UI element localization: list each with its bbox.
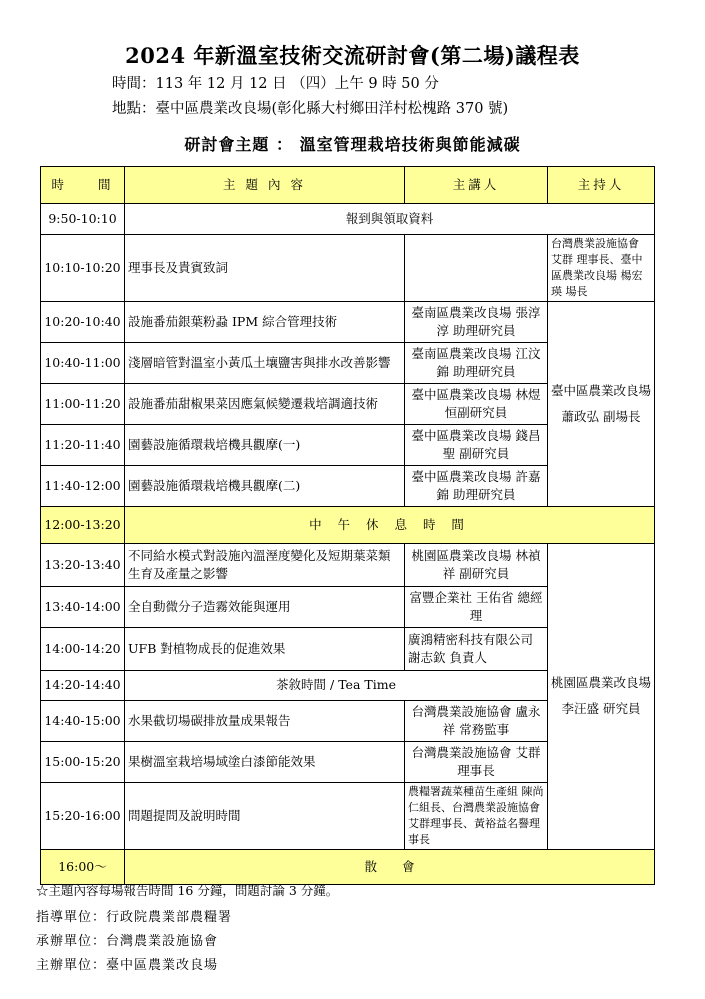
row-time: 13:40-14:00 <box>41 587 125 628</box>
event-time: 時間：113 年 12 月 12 日 （四）上午 9 時 50 分 <box>112 76 439 92</box>
agenda-table <box>40 166 655 885</box>
row-topic: 果樹溫室栽培場域塗白漆節能效果 <box>125 742 405 783</box>
row-speaker: 臺中區農業改良場 林煜恒副研究員 <box>405 384 548 425</box>
row-time: 14:40-15:00 <box>41 701 125 742</box>
table-row <box>41 302 655 343</box>
row-time: 16:00～ <box>41 849 125 884</box>
row-time: 15:00-15:20 <box>41 742 125 783</box>
row-time: 11:00-11:20 <box>41 384 125 425</box>
row-topic: UFB 對植物成長的促進效果 <box>125 628 405 671</box>
row-topic: 設施番茄銀葉粉蝨 IPM 綜合管理技術 <box>125 302 405 343</box>
table-row-lunch <box>41 507 655 544</box>
row-time: 10:40-11:00 <box>41 343 125 384</box>
row-speaker: 臺中區農業改良場 許嘉錦 助理研究員 <box>405 466 548 507</box>
host-unit: 主辦單位：臺中區農業改良場 <box>36 958 219 973</box>
header-topic: 主 題 內 容 <box>125 167 405 204</box>
guide-unit: 指導單位：行政院農業部農糧署 <box>36 910 233 925</box>
header-speaker: 主講人 <box>405 167 548 204</box>
row-time: 10:10-10:20 <box>41 235 125 302</box>
row-topic: 茶敘時間 / Tea Time <box>125 671 548 701</box>
seminar-theme: 研討會主題 ： 溫室管理栽培技術與節能減碳 <box>184 135 521 154</box>
table-row <box>41 204 655 235</box>
row-speaker: 桃園區農業改良場 林禎祥 副研究員 <box>405 544 548 587</box>
row-topic: 問題提問及說明時間 <box>125 783 405 850</box>
header-time: 時 間 <box>41 167 125 204</box>
host-morning: 臺中區農業改良場 蕭政弘 副場長 <box>548 302 655 507</box>
footnote: ☆主題內容每場報告時間 16 分鐘，問題討論 3 分鐘。 <box>36 883 339 898</box>
row-speaker: 農糧署蔬菜種苗生產組 陳尚仁組長、台灣農業設施協會 艾群理事長、黃裕益名譽理事長 <box>405 783 548 850</box>
row-topic: 水果截切場碳排放量成果報告 <box>125 701 405 742</box>
row-speaker: 臺中區農業改良場 錢昌聖 副研究員 <box>405 425 548 466</box>
row-speaker <box>405 235 548 302</box>
row-time: 11:40-12:00 <box>41 466 125 507</box>
row-time: 13:20-13:40 <box>41 544 125 587</box>
table-header-row <box>41 167 655 204</box>
row-speaker: 台灣農業設施協會 艾群 理事長 <box>405 742 548 783</box>
row-topic: 淺層暗管對溫室小黃瓜土壤鹽害與排水改善影響 <box>125 343 405 384</box>
row-topic: 散 會 <box>125 849 655 884</box>
row-topic: 全自動微分子造霧效能與運用 <box>125 587 405 628</box>
row-time: 14:00-14:20 <box>41 628 125 671</box>
row-topic: 園藝設施循環栽培機具觀摩(二) <box>125 466 405 507</box>
row-topic: 設施番茄甜椒果菜因應氣候變遷栽培調適技術 <box>125 384 405 425</box>
row-speaker: 臺南區農業改良場 張淳淳 助理研究員 <box>405 302 548 343</box>
row-speaker: 台灣農業設施協會 盧永祥 常務監事 <box>405 701 548 742</box>
row-topic: 園藝設施循環栽培機具觀摩(一) <box>125 425 405 466</box>
row-topic: 報到與領取資料 <box>125 204 655 235</box>
row-time: 9:50-10:10 <box>41 204 125 235</box>
host-afternoon: 桃園區農業改良場 李汪盛 研究員 <box>548 544 655 850</box>
row-speaker: 廣鴻精密科技有限公司 謝志欽 負責人 <box>405 628 548 671</box>
table-row <box>41 544 655 587</box>
header-host: 主持人 <box>548 167 655 204</box>
row-time: 14:20-14:40 <box>41 671 125 701</box>
row-speaker: 臺南區農業改良場 江汶錦 助理研究員 <box>405 343 548 384</box>
row-topic: 中 午 休 息 時 間 <box>125 507 655 544</box>
host-opening: 台灣農業設施協會 艾群 理事長、臺中區農業改良場 楊宏瑛 場長 <box>548 235 655 302</box>
organizer-unit: 承辦單位：台灣農業設施協會 <box>36 934 219 949</box>
row-time: 15:20-16:00 <box>41 783 125 850</box>
page-title: 2024 年新溫室技術交流研討會(第二場)議程表 <box>125 43 580 68</box>
table-row-closing <box>41 849 655 884</box>
row-time: 11:20-11:40 <box>41 425 125 466</box>
row-time: 12:00-13:20 <box>41 507 125 544</box>
table-row <box>41 235 655 302</box>
row-topic: 不同給水模式對設施內溫溼度變化及短期葉菜類生育及產量之影響 <box>125 544 405 587</box>
event-location: 地點：臺中區農業改良場(彰化縣大村鄉田洋村松槐路 370 號) <box>112 101 509 117</box>
row-time: 10:20-10:40 <box>41 302 125 343</box>
row-speaker: 富豐企業社 王佑省 總經理 <box>405 587 548 628</box>
row-topic: 理事長及貴賓致詞 <box>125 235 405 302</box>
